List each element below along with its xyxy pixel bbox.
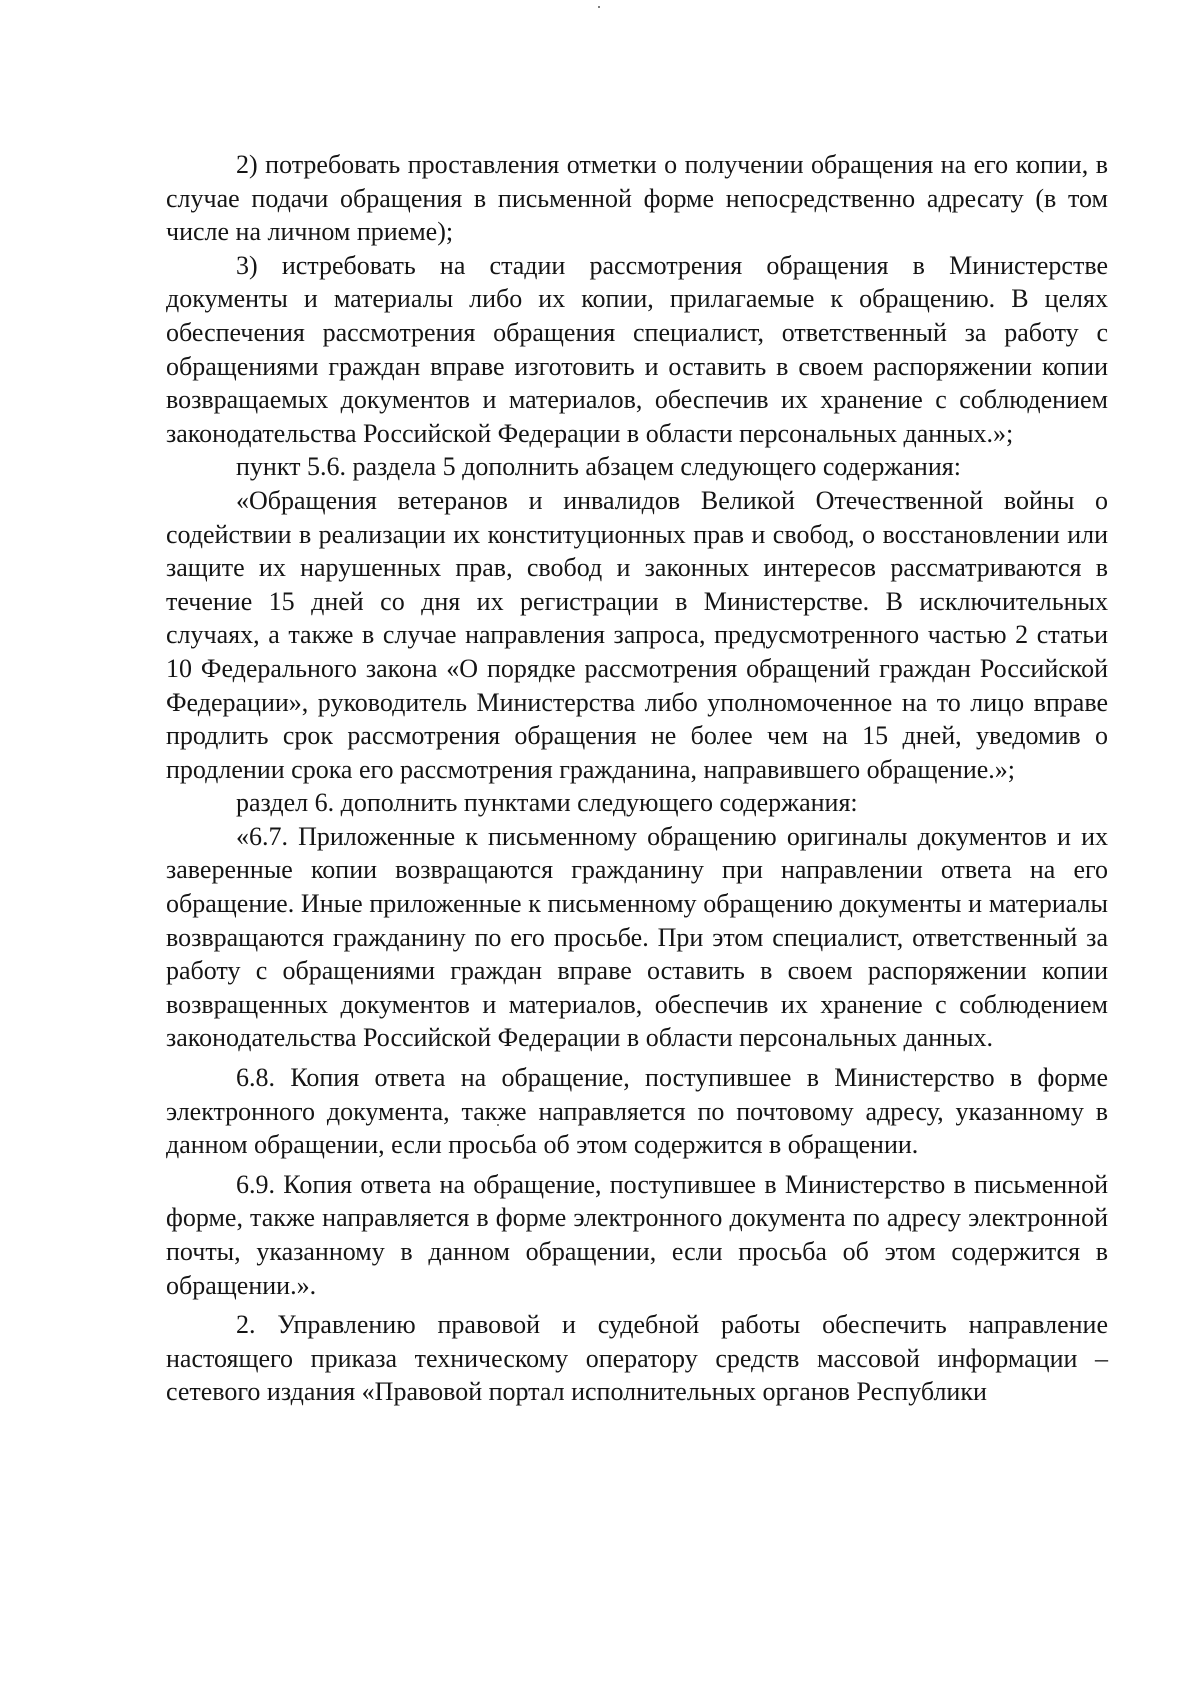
paragraph-item-3: 3) истребовать на стадии рассмотрения обращения в Министерстве документы и материалы либо их копии, прилагаемые к обращению. В целях обеспечения рассмотрения обращения специалист, ответственный за работу с обращениями граждан вправе изготовить и оставить в своем распоряжении копии возвращаемых документов и материалов, обеспечив их хранение с соблюдением законодательства Российской Федерации в области персональных данных.»;	[166, 250, 1108, 448]
paragraph-veterans-appeals: «Обращения ветеранов и инвалидов Великой Отечественной войны о содействии в реализации их конституционных прав и свобод, о восстановлении или защите их нарушенных прав, свобод и законных интересов рассматриваются в течение 15 дней со дня их регистрации в Министерстве. В исключительных случаях, а также в случае направления запроса, предусмотренного частью 2 статьи 10 Федерального закона «О порядке рассмотрения обращений граждан Российской Федерации», руководитель Министерства либо уполномоченное на то лицо вправе продлить срок рассмотрения обращения не более чем на 15 дней, уведомив о продлении срока его рассмотрения гражданина, направившего обращение.»;	[166, 485, 1108, 784]
paragraph-section-6: раздел 6. дополнить пунктами следующего содержания:	[236, 788, 858, 818]
scan-speck	[598, 6, 600, 8]
paragraph-clause-2: 2. Управлению правовой и судебной работы обеспечить направление настоящего приказа техническому оператору средств массовой информации – сетевого издания «Правовой портал исполнительных органов Республики	[166, 1310, 1108, 1407]
paragraph-item-2: 2) потребовать проставления отметки о получении обращения на его копии, в случае подачи обращения в письменной форме непосредственно адресату (в том числе на личном приеме);	[166, 150, 1108, 247]
paragraph-6-9: 6.9. Копия ответа на обращение, поступившее в Министерство в письменной форме, также направляется в форме электронного документа по адресу электронной почты, указанному в данном обращении, если просьба об этом содержится в обращении.».	[166, 1169, 1108, 1300]
paragraph-point-5-6: пункт 5.6. раздела 5 дополнить абзацем следующего содержания:	[236, 452, 961, 482]
document-body	[166, 148, 1108, 1409]
paragraph-6-7: «6.7. Приложенные к письменному обращению оригиналы документов и их заверенные копии возвращаются гражданину при направлении ответа на его обращение. Иные приложенные к письменному обращению документы и материалы возвращаются гражданину по его просьбе. При этом специалист, ответственный за работу с обращениями граждан вправе оставить в своем распоряжении копии возвращенных документов и материалов, обеспечив их хранение с соблюдением законодательства Российской Федерации в области персональных данных.	[166, 821, 1108, 1053]
paragraph-6-8: 6.8. Копия ответа на обращение, поступившее в Министерство в форме электронного документа, также направляется по почтовому адресу, указанному в данном обращении, если просьба об этом содержится в обращении.	[166, 1063, 1108, 1160]
